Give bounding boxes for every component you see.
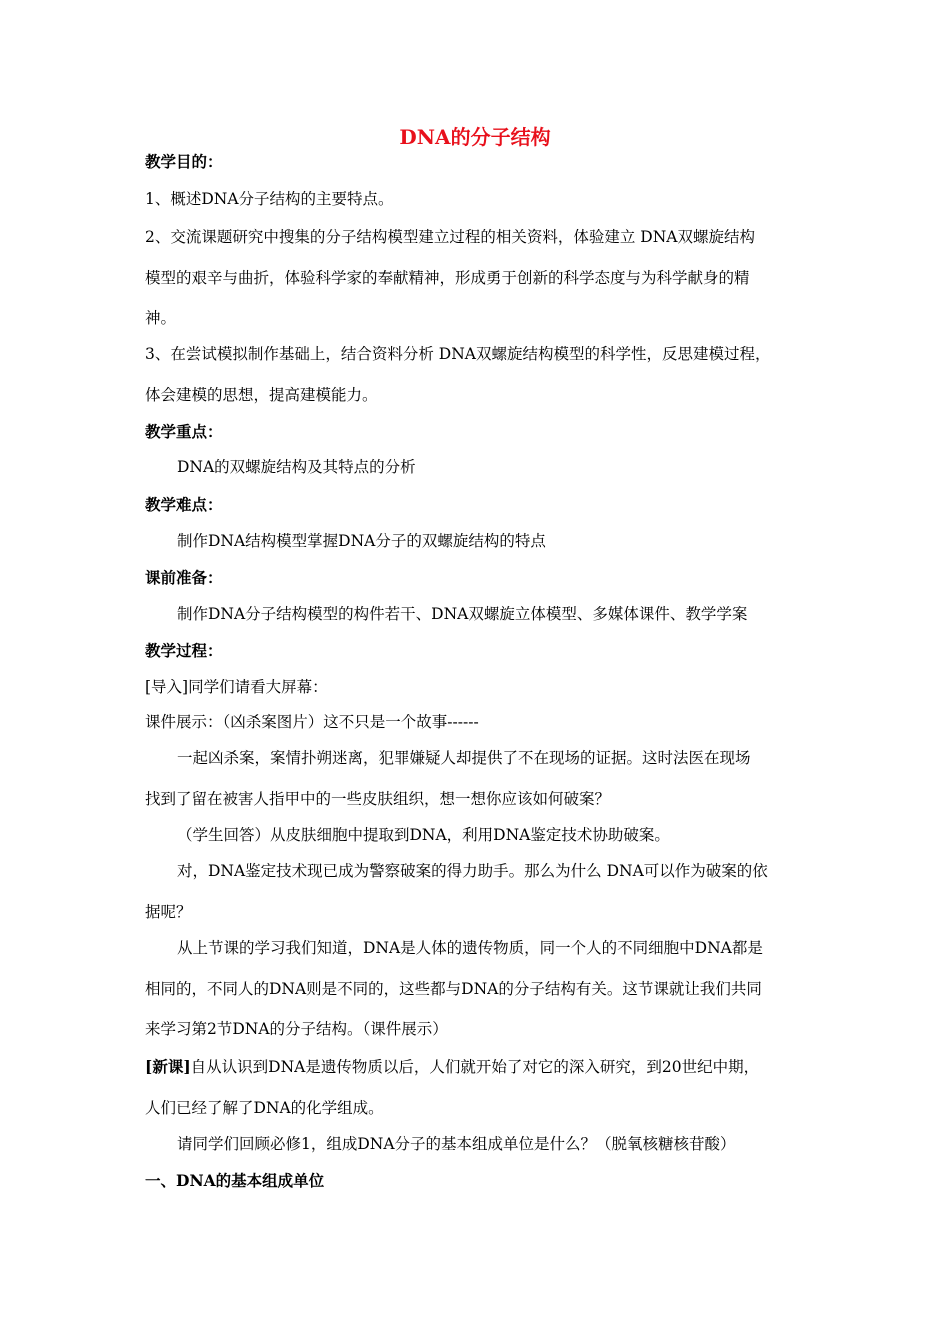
- goal-2-line-3: 神。: [145, 309, 177, 327]
- heading-teaching-process: 教学过程：: [145, 641, 223, 660]
- heading-preparation: 课前准备：: [145, 568, 223, 587]
- difficulties-text: 制作DNA结构模型掌握DNA分子的双螺旋结构的特点: [177, 532, 546, 550]
- dna-forensics-line-1: 对，DNA鉴定技术现已成为警察破案的得力助手。那么为什么 DNA可以作为破案的依: [177, 862, 768, 880]
- heading-key-points: 教学重点：: [145, 422, 223, 441]
- new-lesson-label: [新课]: [145, 1057, 191, 1076]
- new-lesson-text: 自从认识到DNA是遗传物质以后，人们就开始了对它的深入研究，到20世纪中期，: [190, 1058, 760, 1076]
- new-lesson-line-2: 人们已经了解了DNA的化学组成。: [145, 1099, 384, 1117]
- review-line-1: 从上节课的学习我们知道，DNA是人体的遗传物质，同一个人的不同细胞中DNA都是: [177, 939, 763, 957]
- story-line-1: 一起凶杀案，案情扑朔迷离，犯罪嫌疑人却提供了不在现场的证据。这时法医在现场: [177, 749, 751, 767]
- heading-difficulties: 教学难点：: [145, 495, 223, 514]
- dna-forensics-line-2: 据呢？: [145, 903, 192, 921]
- courseware-line: 课件展示：（凶杀案图片）这不只是一个故事------: [145, 713, 479, 731]
- goal-3-line-2: 体会建模的思想，提高建模能力。: [145, 386, 378, 404]
- heading-teaching-goals: 教学目的：: [145, 152, 223, 171]
- review-line-3: 来学习第2节DNA的分子结构。（课件展示）: [145, 1020, 448, 1038]
- goal-1: 1、概述DNA分子结构的主要特点。: [145, 190, 394, 208]
- document-title: DNA的分子结构: [399, 125, 551, 149]
- recall-question-line: 请同学们回顾必修1，组成DNA分子的基本组成单位是什么？（脱氧核糖核苷酸）: [177, 1135, 736, 1153]
- section-heading-basic-unit: 一、DNA的基本组成单位: [145, 1171, 325, 1190]
- goal-2-line-1: 2、交流课题研究中搜集的分子结构模型建立过程的相关资料，体验建立 DNA双螺旋结构: [145, 228, 755, 246]
- goal-3-line-1: 3、在尝试模拟制作基础上，结合资料分析 DNA双螺旋结构模型的科学性，反思建模过程，: [145, 345, 771, 363]
- review-line-2: 相同的，不同人的DNA则是不同的，这些都与DNA的分子结构有关。这节课就让我们共同: [145, 980, 762, 998]
- intro-line: [导入]同学们请看大屏幕：: [145, 678, 328, 696]
- new-lesson-line-1: [145, 1056, 825, 1078]
- key-points-text: DNA的双螺旋结构及其特点的分析: [177, 458, 416, 476]
- preparation-text: 制作DNA分子结构模型的构件若干、DNA双螺旋立体模型、多媒体课件、教学学案: [177, 605, 748, 623]
- story-line-2: 找到了留在被害人指甲中的一些皮肤组织，想一想你应该如何破案？: [145, 790, 611, 808]
- goal-2-line-2: 模型的艰辛与曲折，体验科学家的奉献精神，形成勇于创新的科学态度与为科学献身的精: [145, 269, 750, 287]
- student-answer-line: （学生回答）从皮肤细胞中提取到DNA，利用DNA鉴定技术协助破案。: [177, 826, 670, 844]
